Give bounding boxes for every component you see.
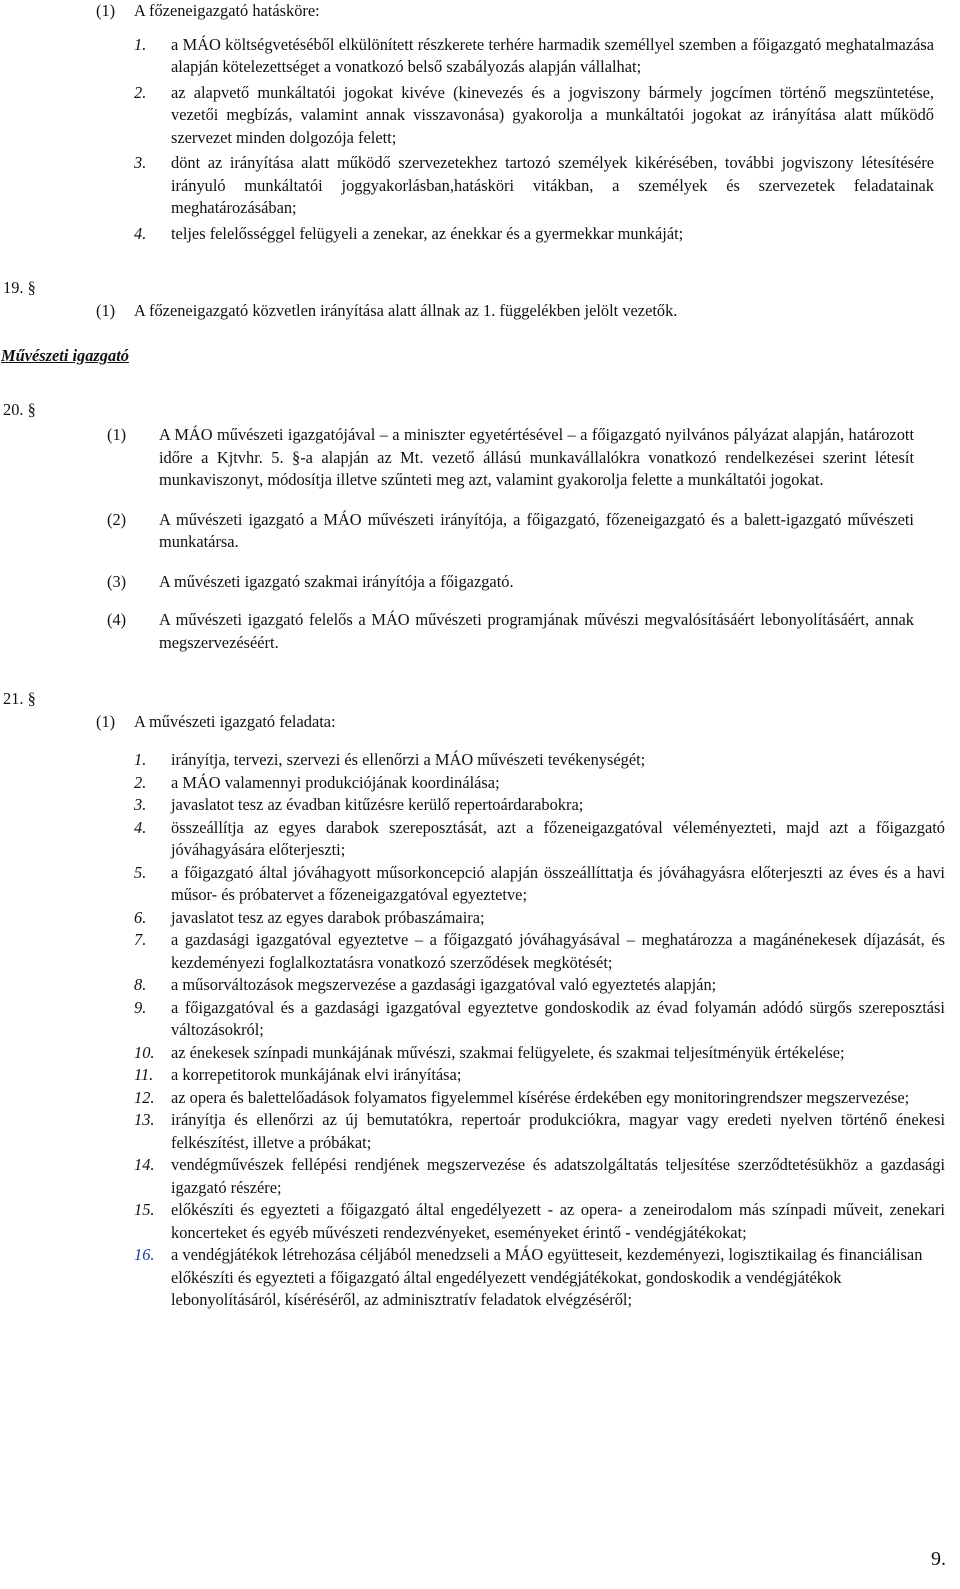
item-number: 2. (134, 82, 147, 102)
paragraph-number: (2) (107, 509, 127, 529)
intro-item-list (134, 34, 934, 246)
list-item (134, 1109, 945, 1154)
item-text: a főigazgató által jóváhagyott műsorkoncepció alapján összeállíttatja és jóváhagyásra előterjeszti az éves és a havi műsor- és próbatervet a főzeneigazgatóval egyeztetve; (171, 862, 945, 904)
paragraph-text: A művészeti igazgató a MÁO művészeti irányítója, a főigazgató, főzeneigazgató és a balett-igazgató művészeti munkatársa. (159, 509, 914, 551)
sec20-paragraph-2 (107, 509, 914, 554)
list-item (134, 1199, 945, 1244)
list-item (134, 152, 934, 220)
paragraph-text: A művészeti igazgató szakmai irányítója a főigazgató. (159, 571, 514, 591)
list-item (134, 34, 934, 79)
paragraph-text: A művészeti igazgató feladata: (134, 712, 336, 731)
paragraph-text: A főzeneigazgató hatásköre: (134, 1, 320, 20)
item-text: a MÁO valamennyi produkciójának koordinálása; (171, 772, 500, 792)
list-item (134, 862, 945, 907)
paragraph-text: A művészeti igazgató felelős a MÁO művészeti programjának művészi megvalósításáért lebonyolításáért, annak megszervezéséért. (159, 610, 914, 652)
item-number: 7. (134, 930, 147, 949)
sec21-item-list (134, 749, 945, 1312)
item-text: a műsorváltozások megszervezése a gazdasági igazgatóval való egyeztetés alapján; (171, 975, 717, 994)
paragraph-number: (4) (107, 610, 127, 629)
item-text: a gazdasági igazgatóval egyeztetve – a főigazgató jóváhagyásával – meghatározza a magánénekesek díjazását, és kezdeményezi foglalkoztatásra vonatkozó szerződések megkötését; (171, 930, 945, 972)
item-text: a főigazgatóval és a gazdasági igazgatóval egyeztetve gondoskodik az évad folyamán adódó sürgős szereposztási változásokról; (171, 997, 945, 1039)
list-item (134, 974, 945, 997)
item-number: 10. (134, 1042, 155, 1062)
paragraph-number: (3) (107, 571, 127, 591)
item-text: a korrepetitorok munkájának elvi irányítása; (171, 1065, 462, 1084)
paragraph-number: (1) (96, 301, 116, 320)
list-item (134, 929, 945, 974)
item-text: az alapvető munkáltatói jogokat kivéve (kinevezés és a jogviszony bármely jogcímen történő megszüntetése, vezetői megbízás, valamint annak visszavonása) gyakorolja a munkáltatói jogokat az irányítása alatt működő szervezet minden dolgozója felett; (171, 82, 934, 147)
item-number: 9. (134, 997, 147, 1017)
list-item (134, 997, 945, 1042)
list-item (134, 1154, 945, 1199)
section-heading: Művészeti igazgató (1, 346, 129, 365)
item-number: 5. (134, 862, 147, 882)
page-number: 9. (931, 1548, 946, 1570)
item-text: javaslatot tesz az évadban kitűzésre kerülő repertoárdarabokra; (171, 795, 584, 814)
item-number: 3. (134, 795, 147, 814)
paragraph-number: (1) (107, 425, 127, 444)
item-number: 1. (134, 34, 147, 54)
item-number: 8. (134, 975, 147, 994)
intro-block (96, 0, 934, 245)
list-item (134, 907, 945, 930)
item-number: 15. (134, 1200, 155, 1219)
item-text: előkészíti és egyezteti a főigazgató által engedélyezett - az opera- a zeneirodalom más színpadi műveit, zenekari koncerteket és egyéb művészeti rendezvényeket, eseményeket érintő - vendégjátékokat; (171, 1200, 945, 1242)
paragraph-text: A főzeneigazgató közvetlen irányítása alatt állnak az 1. függelékben jelölt vezetők. (134, 301, 678, 320)
paragraph-number: (1) (96, 1, 116, 20)
sec20-block (107, 424, 914, 654)
list-item (134, 82, 934, 150)
sec21-paragraph (96, 711, 934, 734)
item-number: 13. (134, 1110, 155, 1129)
item-text: összeállítja az egyes darabok szereposztását, azt a főzeneigazgatóval véleményezteti, majd azt a főigazgató jóváhagyására előterjeszti; (171, 817, 945, 859)
sec20-paragraph-4 (107, 609, 914, 654)
list-item (134, 1087, 945, 1110)
item-number: 4. (134, 223, 147, 243)
item-text: vendégművészek fellépési rendjének megszervezése és adatszolgáltatás teljesítése szerződtetésükhöz a gazdasági igazgató részére; (171, 1155, 945, 1197)
item-text: az énekesek színpadi munkájának művészi, szakmai felügyelete, és szakmai teljesítményük értékelése; (171, 1042, 845, 1062)
item-text: a MÁO költségvetéséből elkülönített részkerete terhére harmadik személlyel szemben a főigazgató meghatalmazása alapján kötelezettséget a vonatkozó belső szabályozás alapján vállalhat; (171, 34, 934, 76)
item-text: az opera és balettelőadások folyamatos figyelemmel kísérése érdekében egy monitoringrendszer megszervezése; (171, 1087, 910, 1107)
item-text: irányítja, tervezi, szervezi és ellenőrzi a MÁO művészeti tevékenységét; (171, 750, 646, 769)
sec20-paragraph-3 (107, 571, 914, 594)
section-number-21: 21. § (3, 689, 36, 708)
list-item (134, 749, 945, 772)
list-item (134, 223, 934, 246)
item-text: a vendégjátékok létrehozása céljából menedzseli a MÁO együtteseit, kezdeményezi, logisztikailag és financiálisan előkészíti és egyezteti a főigazgató által engedélyezett vendégjátékokat, gondoskodik a vendégjátékok lebonyolításáról, kíséréséről, az adminisztratív feladatok elvégzéséről; (171, 1245, 923, 1309)
list-item (134, 772, 945, 795)
paragraph-text: A MÁO művészeti igazgatójával – a miniszter egyetértésével – a főigazgató nyilvános pályázat alapján, határozott időre a Kjtvhr. 5. §-a alapján az Mt. vezető állású munkavállalókra vonatkozó rendelkezései szerint létesít munkaviszonyt, módosítja illetve szűnteti meg azt, valamint gyakorolja felette a munkáltatói jogokat. (159, 425, 914, 489)
intro-paragraph (96, 0, 934, 23)
list-item (134, 817, 945, 862)
item-number: 1. (134, 750, 147, 769)
item-number: 11. (134, 1065, 154, 1084)
item-number: 4. (134, 817, 147, 837)
list-item (134, 794, 945, 817)
sec20-paragraph-1 (107, 424, 914, 492)
item-number: 16. (134, 1245, 155, 1264)
item-number: 14. (134, 1155, 155, 1174)
section-number-19: 19. § (3, 278, 36, 297)
item-text: javaslatot tesz az egyes darabok próbaszámaira; (171, 907, 485, 927)
item-number: 3. (134, 153, 147, 172)
list-item (134, 1064, 945, 1087)
paragraph-number: (1) (96, 712, 116, 731)
section-number-20: 20. § (3, 400, 36, 419)
item-number: 6. (134, 907, 147, 927)
item-number: 12. (134, 1087, 155, 1107)
item-text: dönt az irányítása alatt működő szervezetekhez tartozó személyek kikérésében, további jogviszony létesítésére irányuló munkáltatói joggyakorlásban,hatásköri vitákban, a személyek és szervezetek feladatainak meghatározásában; (171, 153, 934, 217)
list-item (134, 1042, 945, 1065)
sec19-paragraph (96, 300, 934, 323)
item-text: teljes felelősséggel felügyeli a zenekar, az énekkar és a gyermekkar munkáját; (171, 223, 684, 243)
list-item (134, 1244, 945, 1312)
item-number: 2. (134, 772, 147, 792)
item-text: irányítja és ellenőrzi az új bemutatókra, repertoár produkciókra, magyar vagy eredeti nyelven történő énekesi felkészítést, illetve a próbákat; (171, 1110, 945, 1152)
